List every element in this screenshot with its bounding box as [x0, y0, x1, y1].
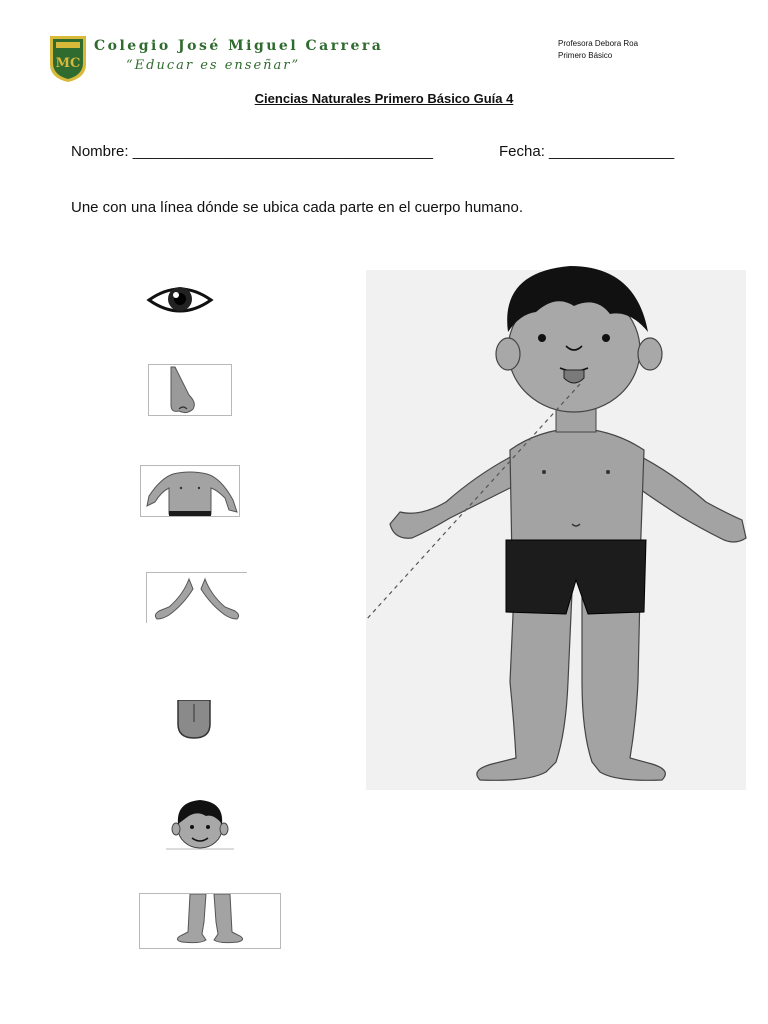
- head-icon: [166, 796, 234, 850]
- date-field[interactable]: [499, 143, 674, 160]
- instruction-text: Une con una línea dónde se ubica cada parte en el cuerpo humano.: [71, 199, 523, 216]
- worksheet-title: Ciencias Naturales Primero Básico Guía 4: [254, 91, 514, 106]
- teacher-info: [558, 38, 638, 62]
- arms-icon: [146, 572, 247, 623]
- grade-level: Primero Básico: [558, 51, 613, 60]
- torso-icon: [140, 465, 240, 517]
- tongue-icon: [172, 700, 216, 740]
- legs-icon: [139, 893, 281, 949]
- name-field[interactable]: [71, 143, 433, 160]
- human-body-figure: [360, 262, 750, 802]
- name-blank[interactable]: ____________________________________: [132, 143, 434, 160]
- school-crest-icon: [48, 34, 88, 84]
- nose-icon: [148, 364, 232, 416]
- school-motto: “Educar es enseñar”: [126, 58, 301, 73]
- school-name: Colegio José Miguel Carrera: [94, 38, 384, 54]
- date-label: Fecha:: [499, 143, 545, 160]
- eye-icon: [146, 282, 214, 318]
- name-label: Nombre:: [71, 143, 129, 160]
- date-blank[interactable]: _______________: [549, 143, 675, 160]
- teacher-name: Profesora Debora Roa: [558, 39, 639, 48]
- crest-monogram: MC: [55, 56, 81, 71]
